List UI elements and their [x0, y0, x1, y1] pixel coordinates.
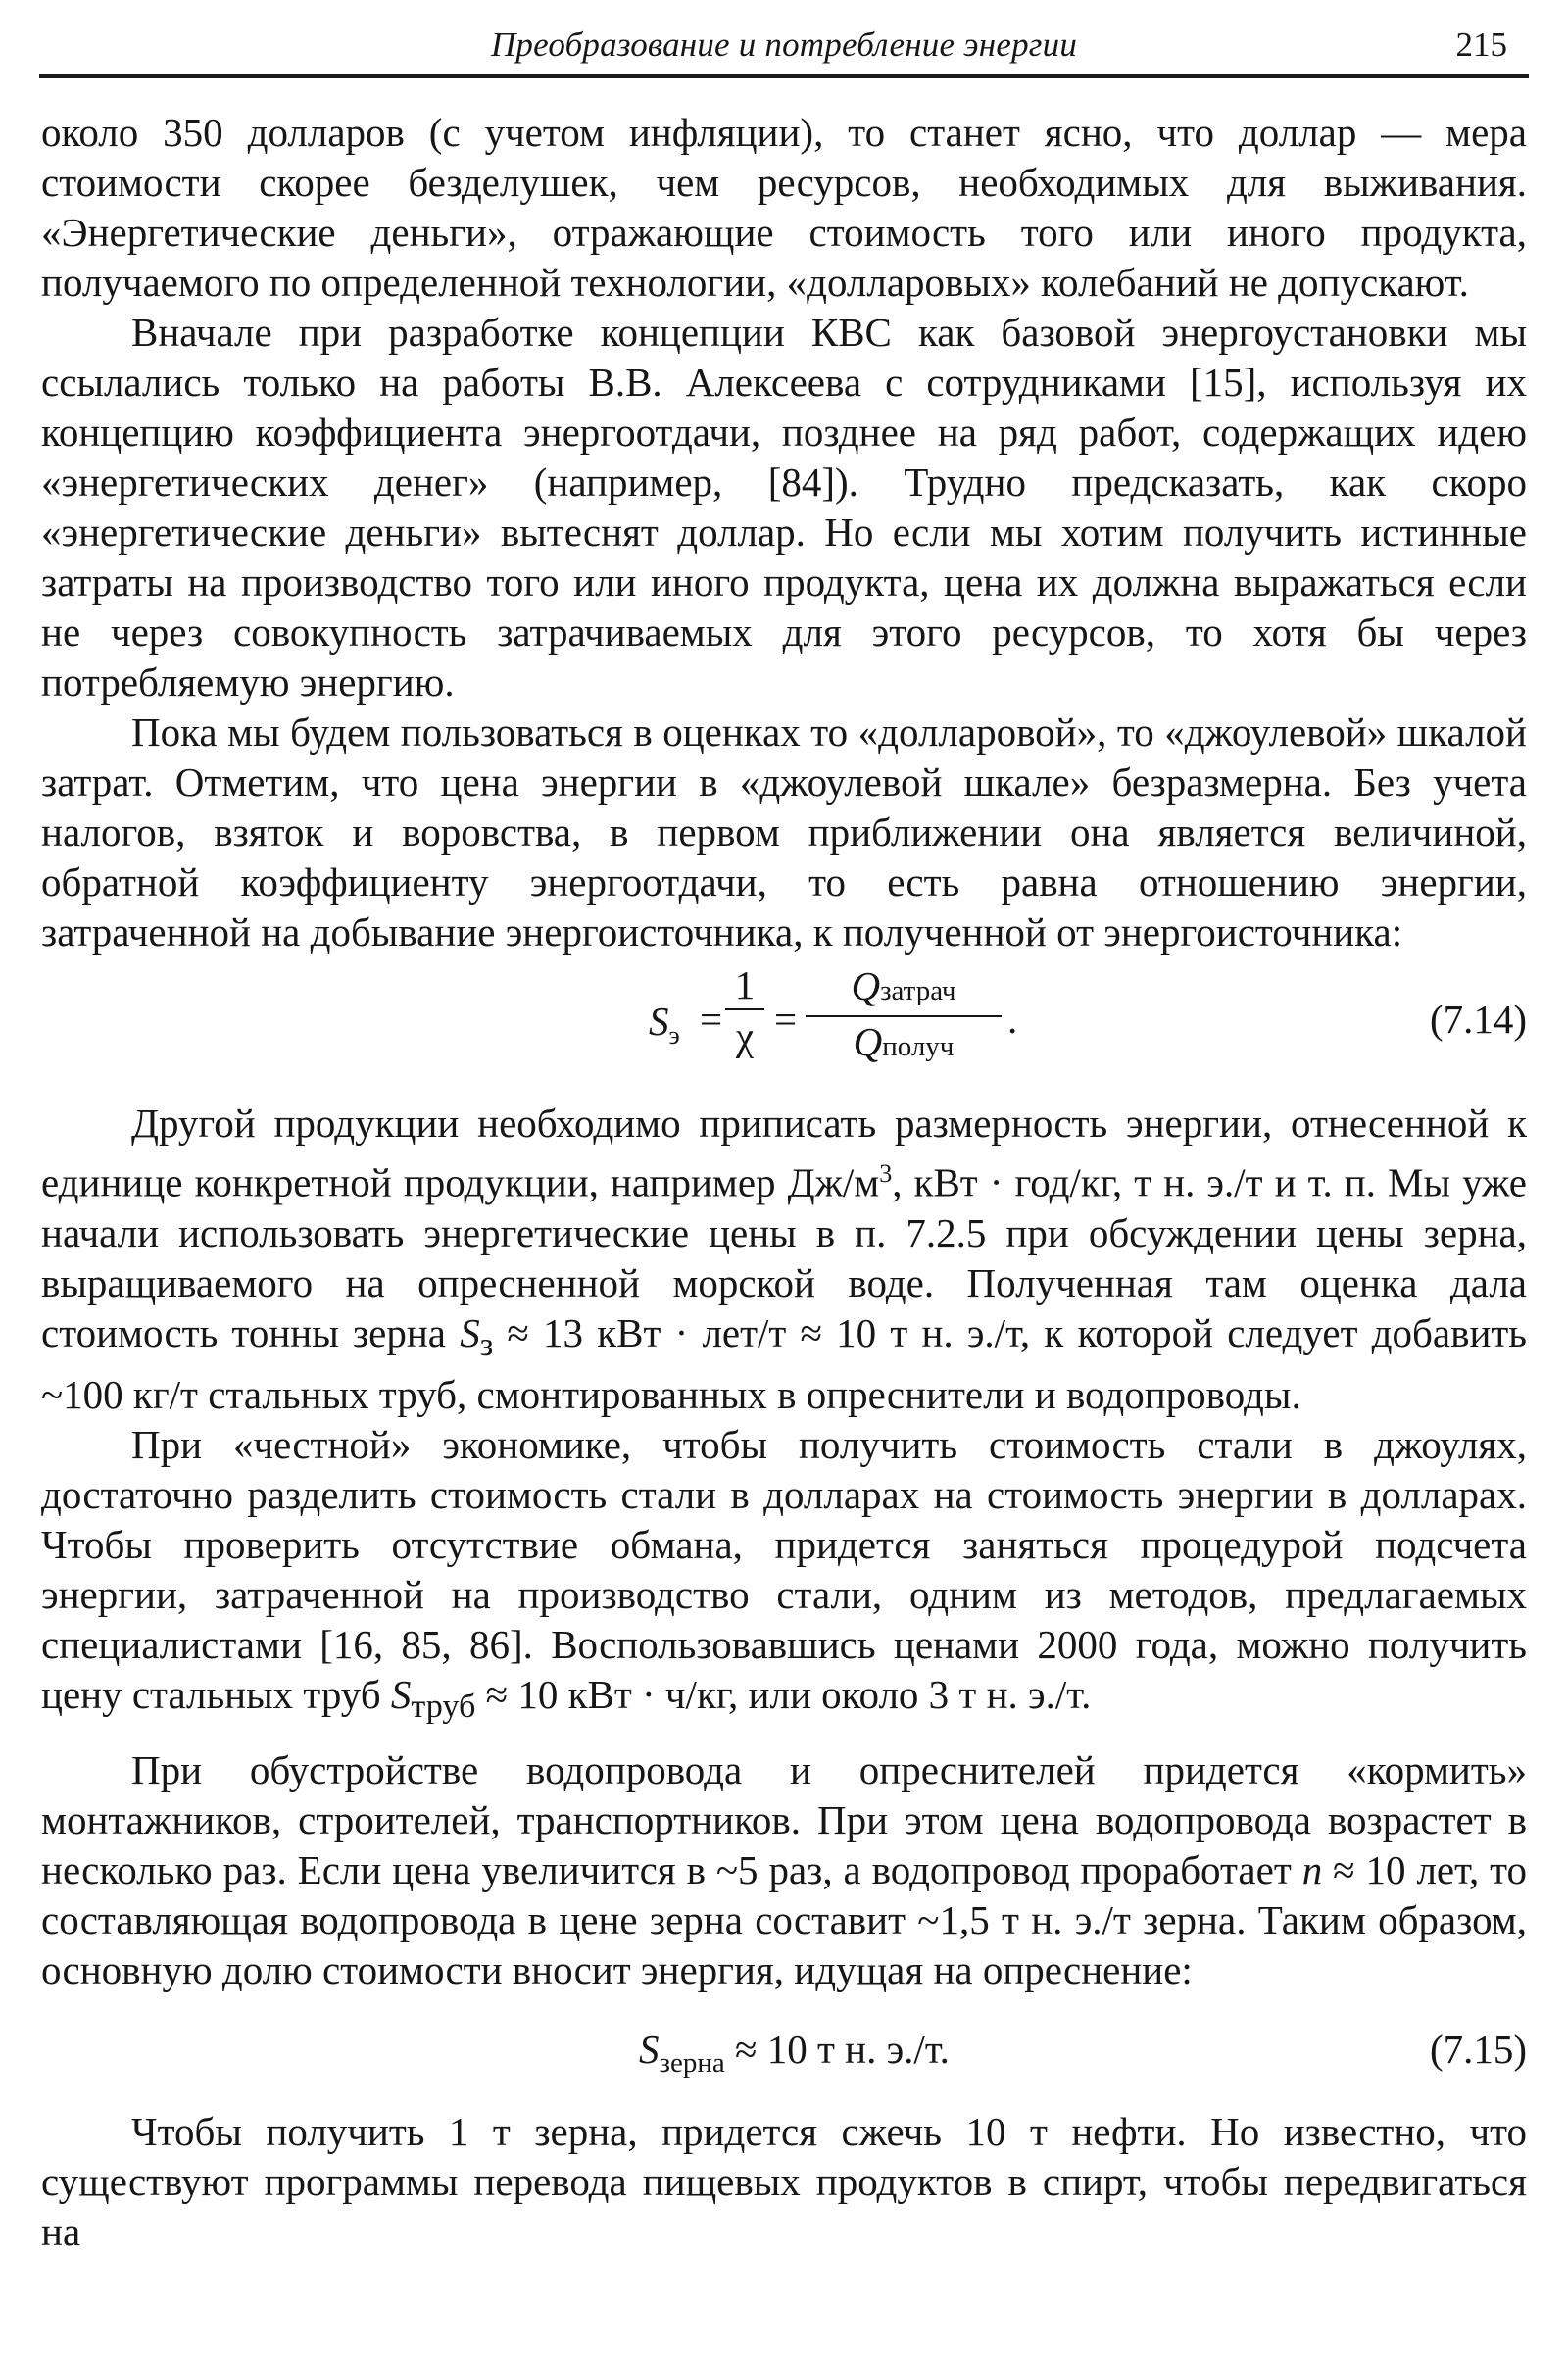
formula-lhs: $S_э$: [649, 999, 680, 1051]
equals-sign: =: [700, 997, 723, 1042]
paragraph-4: Другой продукции необходимо приписать размерность энергии, отнесенной к единице конкретной продукции, например $Дж/м^3$, кВт · год/кг, т н. э./т и т. п. Мы уже начали использовать энергетические цены в п. 7.2.5 при обсуждении цены зерна, выращиваемого на опресненной морской воде. Полученная там оценка дала стоимость тонны зерна $S_з \approx 13$ кВт · лет/т ≈ 10 т н. э./т, к которой следует добавить ~100 кг/т стальных труб, смонтированных в опреснители и водопроводы.: [41, 1101, 1528, 1417]
equation-number-7-14: (7.14): [1429, 997, 1527, 1042]
paragraph-3: Пока мы будем пользоваться в оценках то «долларовой», то «джоулевой» шкалой затрат. Отметим, что цена энергии в «джоулевой шкале» безразмерна. Без учета налогов, взяток и воровства, в первом приближении она является величиной, обратной коэффициенту энергоотдачи, то есть равна отношению энергии, затраченной на добывание энергоисточника, к полученной от энергоисточника:: [41, 710, 1527, 955]
header-rule: [39, 74, 1529, 78]
equals-sign-2: =: [774, 997, 798, 1042]
page-number: 215: [1455, 25, 1507, 64]
header-title: Преобразование и потребление энергии: [490, 25, 1078, 64]
running-header: [39, 22, 1529, 71]
fraction-q-ratio: Qзатрач Qполуч: [806, 963, 1002, 1069]
body-text: [41, 108, 1527, 2257]
formula-7-15: [41, 1995, 1527, 2093]
paragraph-5: При «честной» экономике, чтобы получить стоимость стали в джоулях, достаточно разделить стоимость стали в долларах на стоимость энергии в долларах. Чтобы проверить отсутствие обмана, придется заняться процедурой подсчета энергии, затраченной на производство стали, одним из методов, предлагаемых специалистами [16, 85, 86]. Воспользовавшись ценами 2000 года, можно получить цену стальных труб $S_{труб} \approx 10$ кВт · ч/кг, или около 3 т н. э./т.: [41, 1421, 1527, 1726]
formula-7-14: $S_э$ = 1 χ = Qзатрач Qполуч . (7.14): [41, 957, 1527, 1085]
fraction-one-over-chi: 1 χ: [725, 963, 764, 1059]
paragraph-7: Чтобы получить 1 т зерна, придется сжечь 10 т нефти. Но известно, что существуют программы перевода пищевых продуктов в спирт, чтобы передвигаться на: [41, 2109, 1527, 2255]
equation-number-7-15: (7.15): [1429, 2027, 1527, 2073]
formula-s-zerna: $S_{зерна} \approx 10$ т н. э./т.: [639, 2027, 950, 2080]
paragraph-1: около 350 долларов (с учетом инфляции), то станет ясно, что доллар — мера стоимости скорее безделушек, чем ресурсов, необходимых для выживания. «Энергетические деньги», отражающие стоимость того или иного продукта, получаемого по определенной технологии, «долларовых» колебаний не допускают.: [41, 110, 1527, 305]
paragraph-2: Вначале при разработке концепции КВС как базовой энергоустановки мы ссылались только на работы В.В. Алексеева с сотрудниками [15], используя их концепцию коэффициента энергоотдачи, позднее на ряд работ, содержащих идею «энергетических денег» (например, [84]). Трудно предсказать, как скоро «энергетические деньги» вытеснят доллар. Но если мы хотим получить истинные затраты на производство того или иного продукта, цена их должна выражаться если не через совокупность затрачиваемых для этого ресурсов, то хотя бы через потребляемую энергию.: [41, 310, 1527, 705]
paragraph-6: При обустройстве водопровода и опреснителей придется «кормить» монтажников, строителей, транспортников. При этом цена водопровода возрастет в несколько раз. Если цена увеличится в ~5 раз, а водопровод проработает n ≈ 10 лет, то составляющая водопровода в цене зерна составит ~1,5 т н. э./т зерна. Таким образом, основную долю стоимости вносит энергия, идущая на опреснение:: [41, 1747, 1528, 1993]
